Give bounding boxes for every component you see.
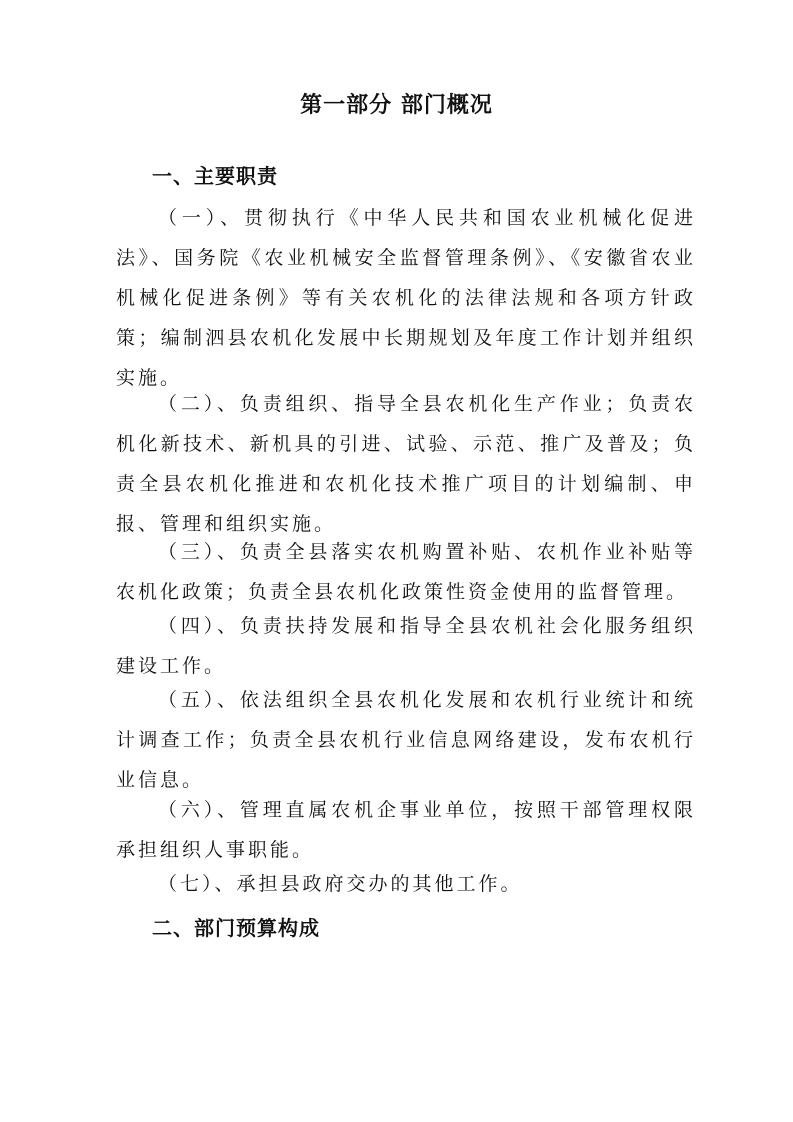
section-heading-budget-composition: 二、部门预算构成: [152, 916, 320, 940]
duty-paragraph-1: （一）、贯彻执行《中华人民共和国农业机械化促进法》、国务院《农业机械安全监督管理条例》、《安徽省农业机械化促进条例》等有关农机化的法律法规和各项方针政策；编制泗县农机化发展中长期规划及年度工作计划并组织实施。: [116, 207, 696, 389]
section-heading-main-duties: 一、主要职责: [152, 164, 278, 188]
duty-paragraph-6: （六）、管理直属农机企事业单位，按照干部管理权限承担组织人事职能。: [116, 799, 696, 861]
page-title: 第一部分 部门概况: [300, 93, 493, 118]
duty-paragraph-2: （二）、负责组织、指导全县农机化生产作业；负责农机化新技术、新机具的引进、试验、示范、推广及普及；负责全县农机化推进和农机化技术推广项目的计划编制、申报、管理和组织实施。: [116, 393, 696, 535]
duty-paragraph-3: （三）、负责全县落实农机购置补贴、农机作业补贴等农机化政策；负责全县农机化政策性资金使用的监督管理。: [116, 541, 696, 603]
duty-paragraph-7: （七）、承担县政府交办的其他工作。: [158, 873, 523, 895]
duty-paragraph-5: （五）、依法组织全县农机化发展和农机行业统计和统计调查工作；负责全县农机行业信息网络建设，发布农机行业信息。: [116, 689, 696, 791]
duty-paragraph-4: （四）、负责扶持发展和指导全县农机社会化服务组织建设工作。: [116, 615, 696, 677]
